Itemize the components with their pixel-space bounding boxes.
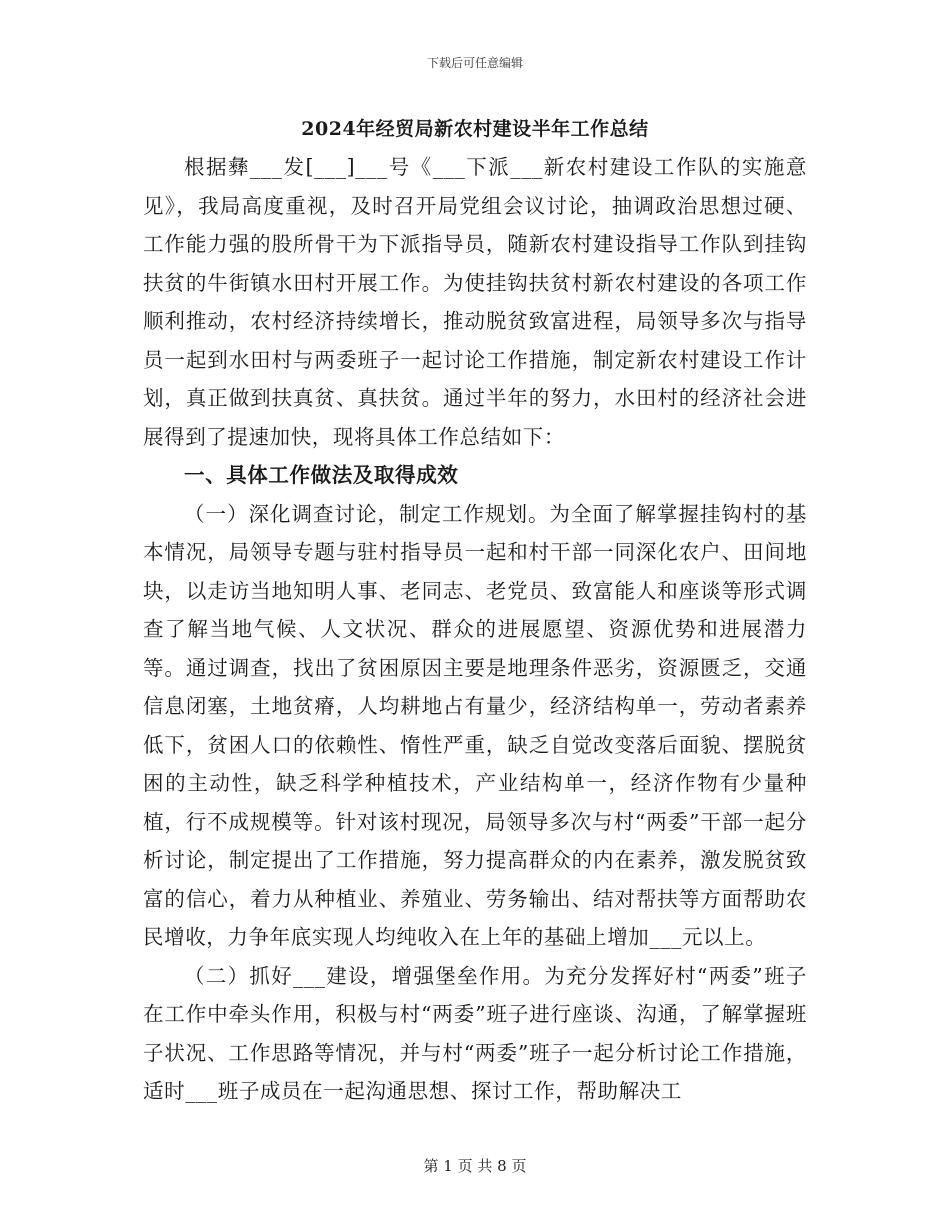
document-body — [143, 148, 807, 1111]
header-note: 下载后可任意编辑 — [426, 56, 523, 70]
intro-paragraph: 根据彝___发[___]___号《___下派___新农村建设工作队的实施意见》，我局高度重视，及时召开局党组会议讨论，抽调政治思想过硬、工作能力强的股所骨干为下派指导员，随新农村建设指导工作队到挂钩扶贫的牛街镇水田村开展工作。为使挂钩扶贫村新农村建设的各项工作顺利推动，农村经济持续增长，推动脱贫致富进程，局领导多次与指导员一起到水田村与两委班子一起讨论工作措施，制定新农村建设工作计划，真正做到扶真贫、真扶贫。通过半年的努力，水田村的经济社会进展得到了提速加快，现将具体工作总结如下： — [143, 155, 807, 449]
section-heading: 一、具体工作做法及取得成效 — [184, 463, 459, 487]
paragraph-1: （一）深化调查讨论，制定工作规划。为全面了解掌握挂钩村的基本情况，局领导专题与驻村指导员一起和村干部一同深化农户、田间地块，以走访当地知明人事、老同志、老党员、致富能人和座谈等形式调查了解当地气候、人文状况、群众的进展愿望、资源优势和进展潜力等。通过调查，找出了贫困原因主要是地理条件恶劣，资源匮乏，交通信息闭塞，土地贫瘠，人均耕地占有量少，经济结构单一，劳动者素养低下，贫困人口的依赖性、惰性严重，缺乏自觉改变落后面貌、摆脱贫困的主动性，缺乏科学种植技术，产业结构单一，经济作物有少量种植，行不成规模等。针对该村现况，局领导多次与村“两委”干部一起分析讨论，制定提出了工作措施，努力提高群众的内在素养，激发脱贫致富的信心，着力从种植业、养殖业、劳务输出、结对帮扶等方面帮助农民增收，力争年底实现人均纯收入在上年的基础上增加___元以上。 — [143, 501, 807, 949]
paragraph-2: （二）抓好___建设，增强堡垒作用。为充分发挥好村“两委”班子在工作中牵头作用，积极与村“两委”班子进行座谈、沟通，了解掌握班子状况、工作思路等情况，并与村“两委”班子一起分析讨论工作措施，适时___班子成员在一起沟通思想、探讨工作，帮助解决工 — [143, 963, 807, 1103]
document-title: 2024年经贸局新农村建设半年工作总结 — [301, 118, 649, 140]
page-number: 第 1 页 共 8 页 — [423, 1157, 527, 1175]
